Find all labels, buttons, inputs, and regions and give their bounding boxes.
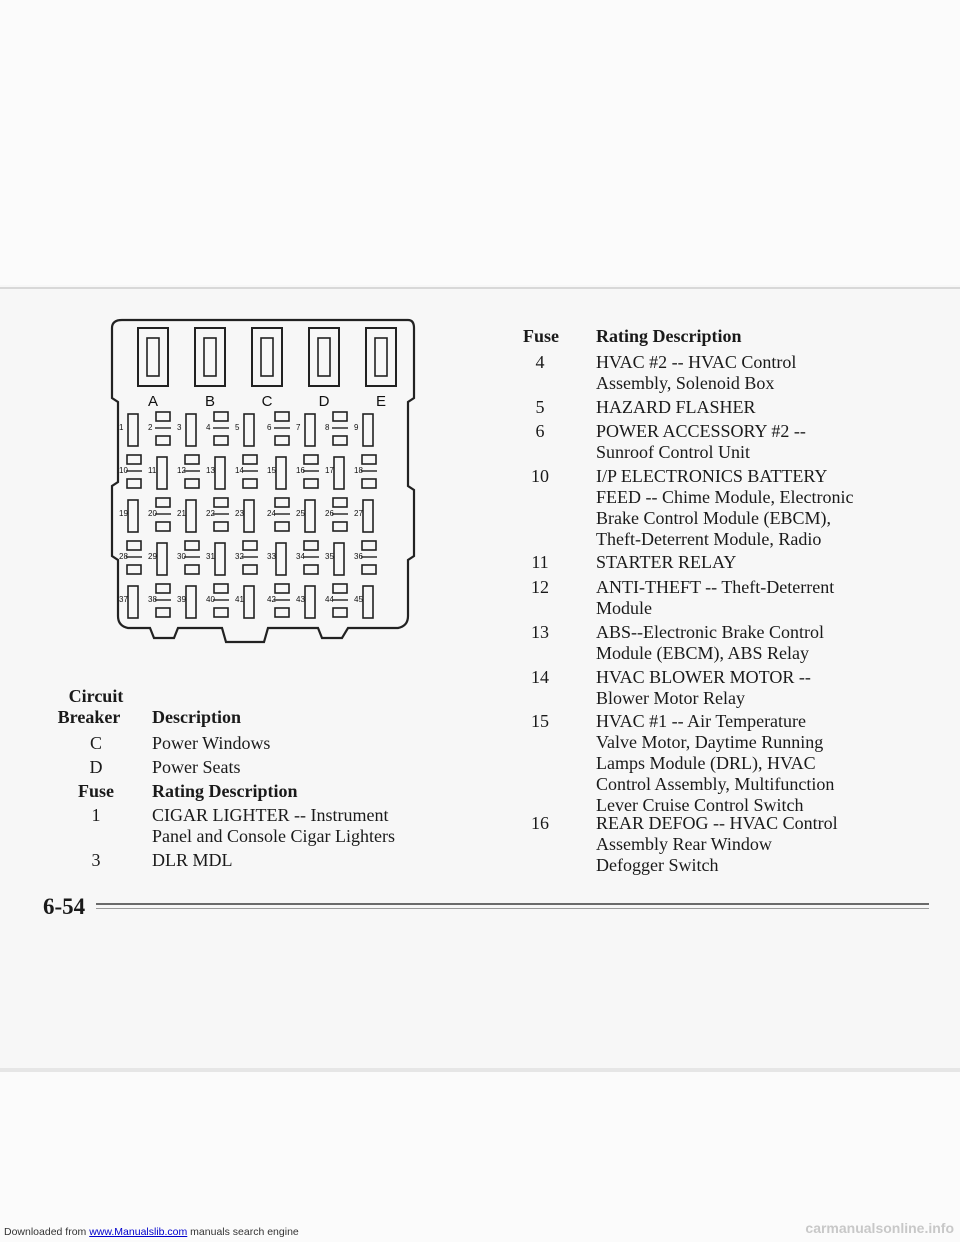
fuse-description-line: Assembly, Solenoid Box <box>596 373 775 393</box>
fuse-slot-top <box>333 412 347 421</box>
fuse-slot-vertical <box>215 457 225 489</box>
fuse-slot-top <box>304 455 318 464</box>
fuse-number: 22 <box>206 509 215 518</box>
fuse-slot-bottom <box>156 608 170 617</box>
fuse-code: 14 <box>531 667 549 687</box>
fuse-header-left: Fuse <box>78 781 114 801</box>
fuse-slot-top <box>127 455 141 464</box>
fuse-number: 21 <box>177 509 186 518</box>
fuse-description-line: HAZARD FLASHER <box>596 397 756 417</box>
footer-prefix: Downloaded from <box>4 1226 90 1238</box>
fuse-number: 19 <box>119 509 128 518</box>
fuse-slot-vertical <box>215 543 225 575</box>
breaker-slot <box>138 328 168 386</box>
fuse-slot-bottom <box>333 436 347 445</box>
fuse-slot-vertical <box>305 586 315 618</box>
fuse-slot-bottom <box>243 565 257 574</box>
fuse-description-line: HVAC BLOWER MOTOR -- <box>596 667 811 687</box>
fuse-slot-top <box>275 412 289 421</box>
fuse-code: 5 <box>535 397 545 417</box>
breaker-label: C <box>261 393 273 410</box>
fuse-number: 37 <box>119 595 128 604</box>
fuse-slot-top <box>333 498 347 507</box>
fuse-slot-vertical <box>128 414 138 446</box>
fuse-number: 31 <box>206 552 215 561</box>
fuse-number: 40 <box>206 595 215 604</box>
fuse-code: 15 <box>531 711 549 731</box>
fuse-slot-vertical <box>244 414 254 446</box>
fuse-number: 10 <box>119 466 128 475</box>
breaker-slot-inner <box>261 338 273 376</box>
rating-header-right: Rating Description <box>596 326 742 346</box>
fuse-number: 3 <box>177 423 182 432</box>
fuse-slot-bottom <box>362 479 376 488</box>
page-number-rule <box>96 903 929 905</box>
fuse-code: 11 <box>531 552 549 572</box>
fuse-description-line: STARTER RELAY <box>596 552 737 572</box>
fuse-number: 25 <box>296 509 305 518</box>
breaker-slot <box>195 328 225 386</box>
fuse-number: 4 <box>206 423 211 432</box>
breaker-label: B <box>204 393 216 410</box>
fuse-number: 26 <box>325 509 334 518</box>
fuse-number: 30 <box>177 552 186 561</box>
fuse-description-line: Blower Motor Relay <box>596 688 745 708</box>
fuse-slot-top <box>275 498 289 507</box>
fuse-number: 35 <box>325 552 334 561</box>
watermark: carmanualsonline.info <box>805 1220 954 1236</box>
fuse-description-line: Sunroof Control Unit <box>596 442 751 462</box>
fuse-number: 17 <box>325 466 334 475</box>
fuse-slot-top <box>214 498 228 507</box>
fuse-number: 42 <box>267 595 276 604</box>
fuse-number: 13 <box>206 466 215 475</box>
fuse-number: 28 <box>119 552 128 561</box>
fuse-slot-vertical <box>334 543 344 575</box>
fuse-slot-vertical <box>157 457 167 489</box>
fuse-slot-bottom <box>362 565 376 574</box>
fuse-slot-vertical <box>186 414 196 446</box>
breaker-label: A <box>147 393 159 410</box>
fuse-description-line: Module <box>596 598 652 618</box>
fuse-number: 9 <box>354 423 359 432</box>
breaker-slot <box>309 328 339 386</box>
fuse-slot-bottom <box>275 608 289 617</box>
breaker-slot-inner <box>204 338 216 376</box>
fuse-slot-top <box>304 541 318 550</box>
fuse-slot-vertical <box>244 586 254 618</box>
fuse-slot-vertical <box>363 586 373 618</box>
fuse-slot-vertical <box>276 543 286 575</box>
rating-header-left: Rating Description <box>152 781 298 801</box>
fuse-slot-vertical <box>305 414 315 446</box>
fuse-description-line: ABS--Electronic Brake Control <box>596 622 824 642</box>
breaker-code: C <box>89 733 102 753</box>
fuse-description-line: ANTI-THEFT -- Theft-Deterrent <box>596 577 835 597</box>
fuse-slot-bottom <box>127 479 141 488</box>
fuse-slot-vertical <box>305 500 315 532</box>
fuse-description-line: HVAC #1 -- Air Temperature <box>596 711 807 731</box>
fuse-code: 4 <box>535 352 545 372</box>
fuse-header-right: Fuse <box>523 326 559 346</box>
fuse-slot-bottom <box>304 565 318 574</box>
fuse-slot-bottom <box>156 522 170 531</box>
manualslib-link[interactable]: www.Manualslib.com <box>89 1226 188 1238</box>
fuse-slot-top <box>214 412 228 421</box>
fuse-description-line: HVAC #2 -- HVAC Control <box>596 352 797 372</box>
fuse-description-line: POWER ACCESSORY #2 -- <box>596 421 806 441</box>
fuse-number: 20 <box>148 509 157 518</box>
fuse-slot-top <box>243 541 257 550</box>
fuse-slot-top <box>214 584 228 593</box>
fuse-slot-top <box>156 412 170 421</box>
fuse-slot-top <box>127 541 141 550</box>
fuse-code: 13 <box>531 622 549 642</box>
breaker-label: E <box>375 393 387 410</box>
fuse-number: 27 <box>354 509 363 518</box>
breaker-slot <box>252 328 282 386</box>
download-footer <box>4 1226 299 1238</box>
fuse-description-line: Lamps Module (DRL), HVAC <box>596 753 816 773</box>
fuse-slot-vertical <box>128 500 138 532</box>
page-number: 6-54 <box>43 894 86 919</box>
fuse-number: 15 <box>267 466 276 475</box>
fuse-slot-vertical <box>244 500 254 532</box>
fuse-code: 10 <box>531 466 549 486</box>
fuse-description-line: I/P ELECTRONICS BATTERY <box>596 466 828 486</box>
fuse-description-line: CIGAR LIGHTER -- Instrument <box>152 805 389 825</box>
fuse-description-line: Assembly Rear Window <box>596 834 772 854</box>
fuse-slot-bottom <box>185 565 199 574</box>
fuse-number: 43 <box>296 595 305 604</box>
fuse-slot-vertical <box>363 500 373 532</box>
fuse-slot-bottom <box>185 479 199 488</box>
fuse-description-line: Control Assembly, Multifunction <box>596 774 835 794</box>
fuse-slot-top <box>333 584 347 593</box>
fuse-code: 12 <box>531 577 549 597</box>
breaker-description: Power Windows <box>152 733 271 753</box>
fuse-description-line: Module (EBCM), ABS Relay <box>596 643 810 663</box>
fuse-number: 45 <box>354 595 363 604</box>
page-number-rule-thin <box>96 908 929 909</box>
fuse-slot-bottom <box>243 479 257 488</box>
fuse-description-line: Defogger Switch <box>596 855 719 875</box>
fuse-number: 11 <box>148 466 157 475</box>
breaker-slot <box>366 328 396 386</box>
fuse-number: 8 <box>325 423 330 432</box>
fuse-number: 5 <box>235 423 240 432</box>
fuse-description-line: Theft-Deterrent Module, Radio <box>596 529 822 549</box>
fuse-description-line: Valve Motor, Daytime Running <box>596 732 824 752</box>
fuse-slot-bottom <box>275 436 289 445</box>
fuse-slot-top <box>243 455 257 464</box>
fuse-slot-bottom <box>214 436 228 445</box>
fuse-slot-vertical <box>128 586 138 618</box>
fuse-number: 29 <box>148 552 157 561</box>
fuse-description-line: Panel and Console Cigar Lighters <box>152 826 395 846</box>
fuse-code: 1 <box>91 805 101 825</box>
fuse-slot-top <box>362 455 376 464</box>
fuse-slot-bottom <box>127 565 141 574</box>
fuse-number: 16 <box>296 466 305 475</box>
fuse-number: 39 <box>177 595 186 604</box>
fuse-description-line: Brake Control Module (EBCM), <box>596 508 831 528</box>
fuse-slot-bottom <box>304 479 318 488</box>
fuse-description-line: Lever Cruise Control Switch <box>596 795 804 815</box>
fuse-number: 33 <box>267 552 276 561</box>
fuse-number: 2 <box>148 423 153 432</box>
fuse-slot-bottom <box>214 522 228 531</box>
fuse-number: 36 <box>354 552 363 561</box>
description-header: Description <box>152 707 241 727</box>
breaker-label: D <box>318 393 330 410</box>
fuse-number: 32 <box>235 552 244 561</box>
fuse-number: 7 <box>296 423 301 432</box>
breaker-slot-inner <box>375 338 387 376</box>
fuse-number: 23 <box>235 509 244 518</box>
fuse-description-line: FEED -- Chime Module, Electronic <box>596 487 854 507</box>
fuse-slot-bottom <box>333 608 347 617</box>
fuse-number: 6 <box>267 423 272 432</box>
fuse-slot-bottom <box>275 522 289 531</box>
fuse-slot-top <box>156 498 170 507</box>
footer-suffix: manuals search engine <box>187 1226 299 1238</box>
fuse-slot-top <box>275 584 289 593</box>
fuse-number: 41 <box>235 595 244 604</box>
fuse-slot-vertical <box>186 500 196 532</box>
fuse-slot-bottom <box>214 608 228 617</box>
fuse-code: 16 <box>531 813 549 833</box>
fuse-number: 1 <box>119 423 124 432</box>
bottom-divider <box>0 1068 960 1072</box>
fuse-description-line: DLR MDL <box>152 850 233 870</box>
fuse-slot-top <box>156 584 170 593</box>
fuse-slot-vertical <box>186 586 196 618</box>
fuse-description-line: REAR DEFOG -- HVAC Control <box>596 813 838 833</box>
fuse-number: 12 <box>177 466 186 475</box>
fuse-slot-top <box>362 541 376 550</box>
top-divider <box>0 287 960 289</box>
fuse-code: 6 <box>535 421 545 441</box>
circuit-header: Circuit <box>68 686 124 706</box>
breaker-header: Breaker <box>57 707 121 727</box>
fuse-slot-vertical <box>334 457 344 489</box>
fuse-slot-vertical <box>276 457 286 489</box>
fuse-number: 24 <box>267 509 276 518</box>
fuse-slot-bottom <box>156 436 170 445</box>
fuse-slot-vertical <box>157 543 167 575</box>
fuse-code: 3 <box>91 850 101 870</box>
breaker-slot-inner <box>318 338 330 376</box>
breaker-code: D <box>89 757 103 777</box>
fuse-slot-bottom <box>333 522 347 531</box>
fuse-slot-vertical <box>363 414 373 446</box>
breaker-description: Power Seats <box>152 757 241 777</box>
fuse-slot-top <box>185 455 199 464</box>
breaker-slot-inner <box>147 338 159 376</box>
fuse-number: 38 <box>148 595 157 604</box>
fuse-number: 34 <box>296 552 305 561</box>
fuse-number: 44 <box>325 595 334 604</box>
fuse-block-diagram <box>108 316 426 660</box>
fuse-number: 14 <box>235 466 244 475</box>
fuse-number: 18 <box>354 466 363 475</box>
fuse-slot-top <box>185 541 199 550</box>
